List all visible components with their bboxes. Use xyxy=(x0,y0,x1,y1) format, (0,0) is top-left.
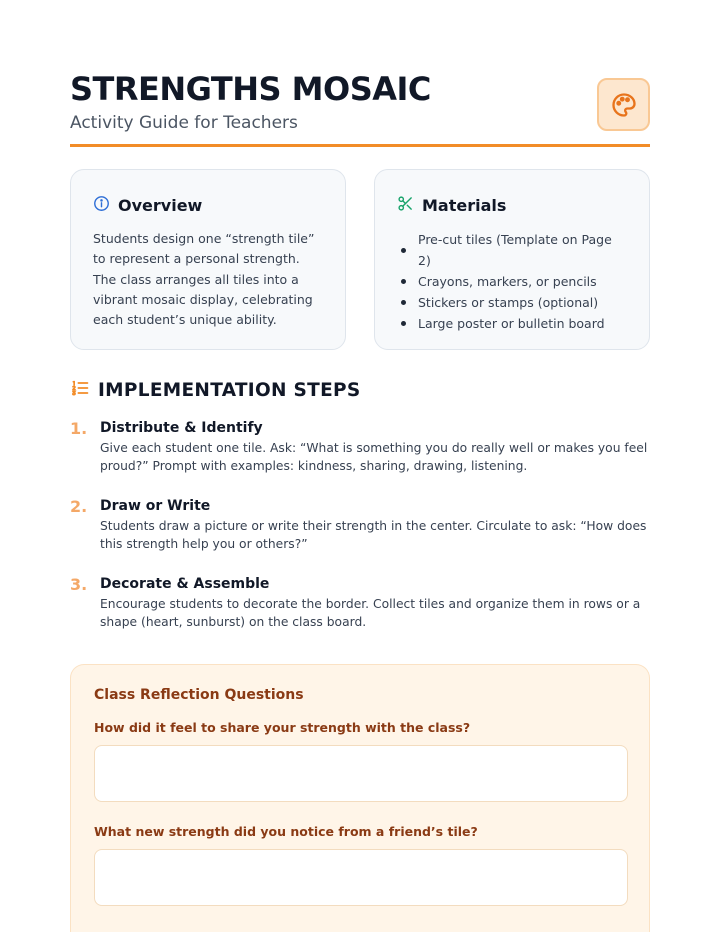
step-item xyxy=(70,497,650,553)
step-text: Encourage students to decorate the border. Collect tiles and organize them in rows or a shape (heart, sunburst) on the class board. xyxy=(100,597,641,629)
list-item: Large poster or bulletin board xyxy=(397,313,627,334)
overview-text: Students design one “strength tile” to represent a personal strength. The class arranges all tiles into a vibrant mosaic display, celebrating each student’s unique ability. xyxy=(93,231,315,328)
step-number: 1. xyxy=(70,419,88,438)
step-item xyxy=(70,575,650,631)
step-number: 2. xyxy=(70,497,88,516)
step-title: Draw or Write xyxy=(100,498,211,514)
materials-title: Materials xyxy=(422,195,507,215)
scissors-icon xyxy=(397,195,414,216)
step-title: Distribute & Identify xyxy=(100,420,263,436)
step-text: Students draw a picture or write their strength in the center. Circulate to ask: “How does this strength help you or others?” xyxy=(100,519,647,551)
list-item: Stickers or stamps (optional) xyxy=(397,292,627,313)
question-label: How did it feel to share your strength with the class? xyxy=(94,720,471,735)
page-subtitle: Activity Guide for Teachers xyxy=(70,113,298,133)
page-title: STRENGTHS MOSAIC xyxy=(70,70,431,108)
ordered-list-icon xyxy=(70,378,90,402)
document-header xyxy=(70,70,650,148)
bullet-icon xyxy=(401,279,406,284)
overview-title: Overview xyxy=(118,195,203,215)
list-item: Crayons, markers, or pencils xyxy=(397,271,627,292)
overview-card xyxy=(70,169,346,350)
reflection-title: Class Reflection Questions xyxy=(94,687,304,703)
materials-list xyxy=(397,229,627,334)
step-item xyxy=(70,419,650,475)
bullet-icon xyxy=(401,300,406,305)
info-icon xyxy=(93,195,110,216)
materials-card xyxy=(374,169,650,350)
list-item: Pre-cut tiles (Template on Page 2) xyxy=(397,229,627,271)
bullet-icon xyxy=(401,321,406,326)
reflection-section xyxy=(70,664,650,932)
steps-title: IMPLEMENTATION STEPS xyxy=(98,379,361,401)
steps-heading xyxy=(70,378,361,402)
step-text: Give each student one tile. Ask: “What is something you do really well or makes you feel proud?” Prompt with examples: kindness, sharing, drawing, listening. xyxy=(100,441,648,473)
palette-icon xyxy=(597,78,650,131)
bullet-icon xyxy=(401,248,406,253)
step-number: 3. xyxy=(70,575,88,594)
question-label: What new strength did you notice from a friend’s tile? xyxy=(94,824,478,839)
header-divider xyxy=(70,144,650,147)
answer-box[interactable] xyxy=(94,849,628,906)
answer-box[interactable] xyxy=(94,745,628,802)
step-title: Decorate & Assemble xyxy=(100,576,270,592)
